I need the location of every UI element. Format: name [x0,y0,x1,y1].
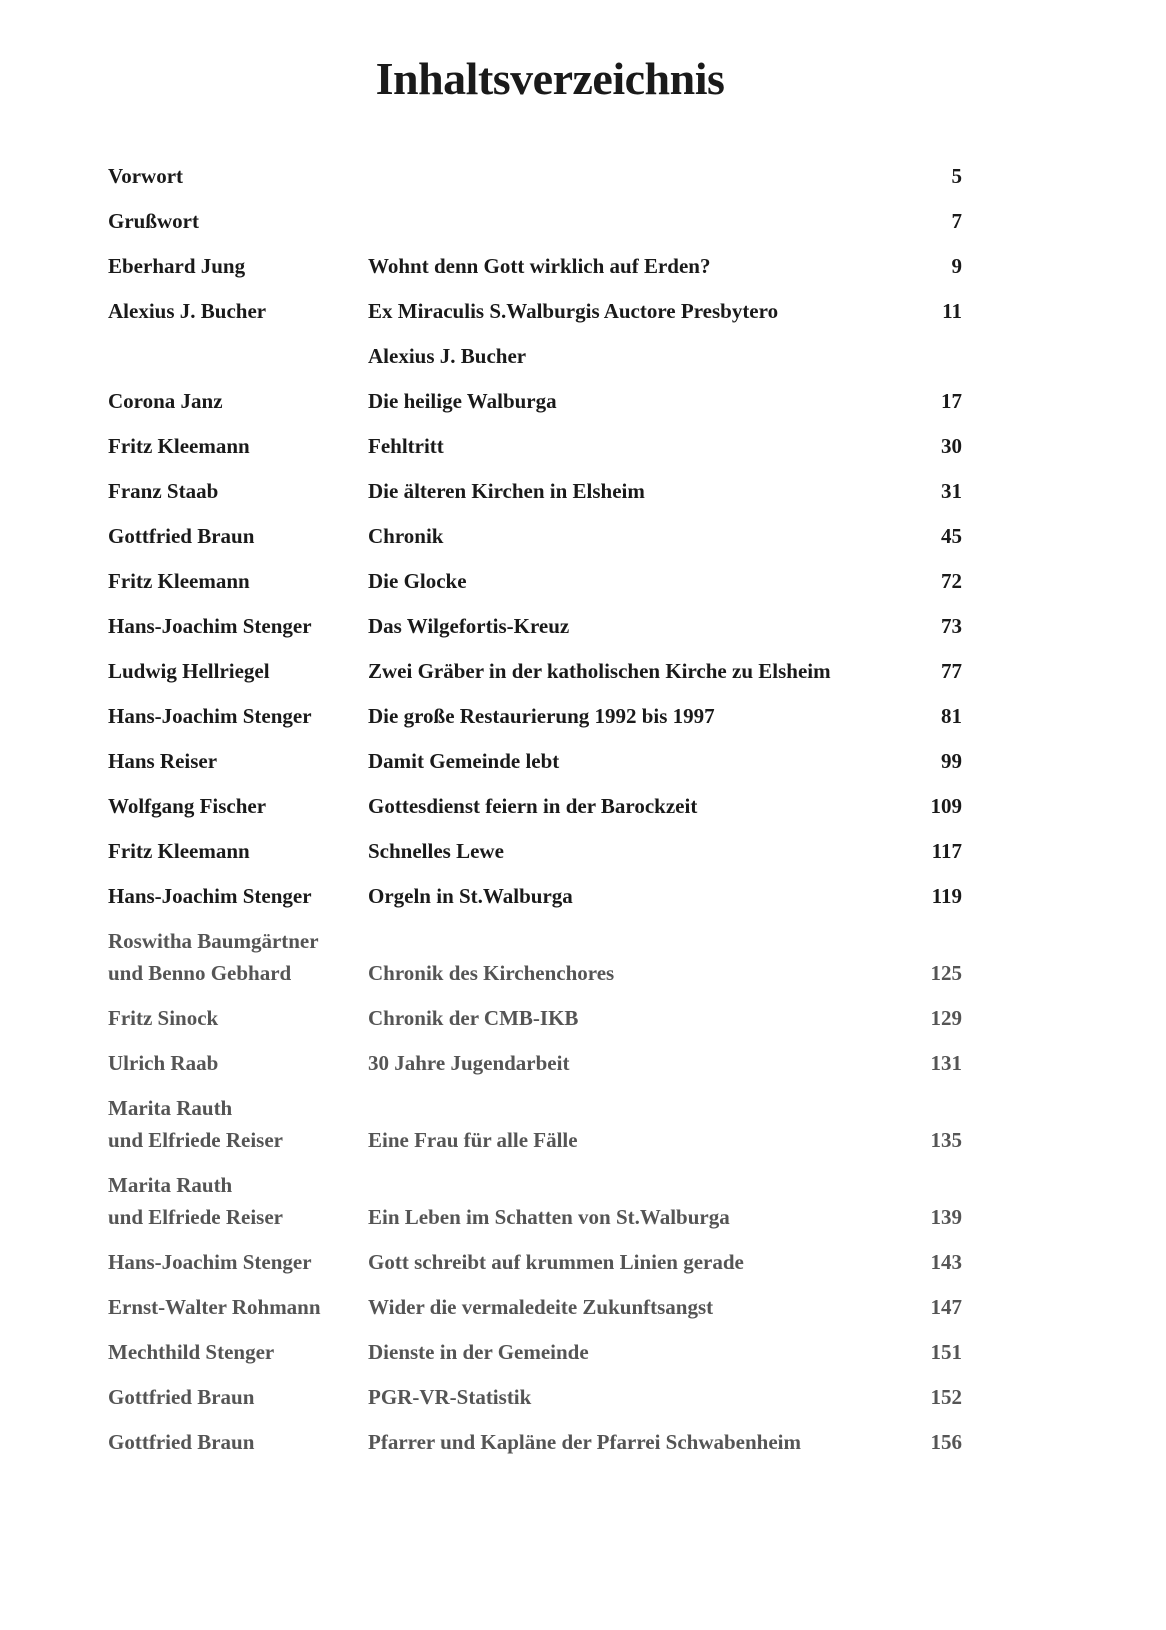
toc-entry [108,1381,968,1413]
page-title: Inhaltsverzeichnis [375,53,725,104]
toc-entry [108,250,968,282]
toc-entry-title: Die älteren Kirchen in Elsheim [368,479,645,503]
toc-entry [108,295,968,327]
toc-entry-title: PGR-VR-Statistik [368,1385,532,1409]
toc-entry-page: 73 [941,614,962,638]
toc-entry-author-line: Mechthild Stenger [108,1340,275,1364]
toc-entry [108,745,968,777]
toc-entry-page: 147 [930,1295,962,1319]
toc-entry [108,1047,968,1079]
toc-entry-author-line: Hans Reiser [108,749,218,773]
toc-entry-author [108,520,358,552]
toc-entry-author [108,250,358,282]
toc-entry-title: Das Wilgefortis-Kreuz [368,614,570,638]
toc-entry-page: 119 [931,884,962,908]
toc-entry [108,565,968,597]
toc-entry-page: 152 [930,1385,962,1409]
toc-entry-author [108,1002,358,1034]
toc-entry-title: Alexius J. Bucher [368,344,527,368]
toc-entry-page: 77 [941,659,962,683]
toc-entry-author-line: Marita Rauth [108,1173,233,1197]
toc-entry-author-line: Hans-Joachim Stenger [108,614,312,638]
toc-entry-page: 139 [930,1205,962,1229]
toc-entry-author-line: Grußwort [108,209,199,233]
toc-entry [108,1246,968,1278]
toc-entry-title: Eine Frau für alle Fälle [368,1128,578,1152]
toc-entry [108,1291,968,1323]
toc-entry-author-line: Fritz Kleemann [108,434,250,458]
toc-entry-title: Wohnt denn Gott wirklich auf Erden? [368,254,711,278]
toc-entry-author [108,610,358,642]
toc-entry-title: Pfarrer und Kapläne der Pfarrei Schwabenheim [368,1430,802,1454]
toc-entry-page: 129 [930,1006,962,1030]
toc-entry-author-line: und Elfriede Reiser [108,1128,283,1152]
toc-entry-author-line: Hans-Joachim Stenger [108,704,312,728]
toc-entry-author-line: Gottfried Braun [108,1385,255,1409]
toc-entry-author [108,295,358,327]
toc-entry-title: Die Glocke [368,569,467,593]
toc-entry [108,790,968,822]
toc-entry-title: Ex Miraculis S.Walburgis Auctore Presbytero [368,299,779,323]
toc-entry-page: 99 [941,749,962,773]
toc-entry-author [108,880,358,912]
toc-entry-title: Zwei Gräber in der katholischen Kirche zu Elsheim [368,659,831,683]
toc-entry-author-line: und Elfriede Reiser [108,1205,283,1229]
toc-entry-page: 131 [930,1051,962,1075]
toc-entry-page: 7 [951,209,962,233]
toc-entry [108,385,968,417]
toc-entry-title: Fehltritt [368,434,444,458]
toc-entry-page: 151 [930,1340,962,1364]
toc-entry-author-line: Ludwig Hellriegel [108,659,270,683]
toc-entry [108,520,968,552]
toc-entry-page: 156 [930,1430,962,1454]
toc-entry-author-line: Fritz Kleemann [108,569,250,593]
toc-entry-page: 135 [930,1128,962,1152]
toc-entry-author-line: und Benno Gebhard [108,961,292,985]
toc-entry [108,1336,968,1368]
toc-entry-author-line: Fritz Sinock [108,1006,219,1030]
toc-entry [108,205,968,237]
toc-entry-title: Wider die vermaledeite Zukunftsangst [368,1295,714,1319]
toc-entry-page: 81 [941,704,962,728]
toc-entry-page: 109 [930,794,962,818]
toc-entry-author-line: Marita Rauth [108,1096,233,1120]
toc-entry-page: 72 [941,569,962,593]
toc-entry-title: Ein Leben im Schatten von St.Walburga [368,1205,730,1229]
toc-entry [108,925,968,989]
toc-entry-author [108,700,358,732]
toc-entry-author [108,475,358,507]
toc-entry-author [108,745,358,777]
toc-entry-author [108,1381,358,1413]
toc-entry-page: 45 [941,524,962,548]
toc-entry [108,160,968,192]
toc-entry-page: 30 [941,434,962,458]
toc-entry-page: 143 [930,1250,962,1274]
toc-entry-title: Gott schreibt auf krummen Linien gerade [368,1250,744,1274]
toc-entry-author [108,655,358,687]
toc-entry-page: 11 [942,299,962,323]
toc-entry-page: 9 [951,254,962,278]
toc-entry-author [108,1336,358,1368]
toc-entry-author [108,835,358,867]
toc-entry-author-line: Gottfried Braun [108,1430,255,1454]
toc-entry [108,655,968,687]
toc-entry-title: Chronik [368,524,444,548]
toc-entry-author [108,1047,358,1079]
toc-entry-title: Orgeln in St.Walburga [368,884,573,908]
toc-entry-page: 17 [941,389,962,413]
toc-entry-title: Die große Restaurierung 1992 bis 1997 [368,704,715,728]
toc-entry [108,835,968,867]
toc-entry-title: Damit Gemeinde lebt [368,749,560,773]
toc-entry-author [108,565,358,597]
toc-entry-author-line: Ulrich Raab [108,1051,219,1075]
toc-entry-title: 30 Jahre Jugendarbeit [368,1051,570,1075]
toc-entry-author [108,205,358,237]
toc-entry-author [108,925,358,989]
toc-entry-author [108,160,358,192]
toc-entry-author [108,1169,358,1233]
toc-entry-page: 5 [951,164,962,188]
toc-entry-author [108,1291,358,1323]
toc-entry-author-line: Gottfried Braun [108,524,255,548]
toc-entry-page: 117 [931,839,962,863]
toc-entry-author-line: Eberhard Jung [108,254,246,278]
toc-entry [108,430,968,462]
toc-entry-title: Dienste in der Gemeinde [368,1340,589,1364]
toc-entry [108,1092,968,1156]
toc-entry [108,340,968,372]
toc-entry [108,1169,968,1233]
toc-entry-author-line: Wolfgang Fischer [108,794,267,818]
toc-entry-author [108,790,358,822]
toc-entry-author-line: Hans-Joachim Stenger [108,884,312,908]
toc-entry-title: Die heilige Walburga [368,389,557,413]
toc-entry-author [108,1092,358,1156]
toc-entry-author-line: Alexius J. Bucher [108,299,267,323]
toc-entry-title: Gottesdienst feiern in der Barockzeit [368,794,698,818]
toc-entry-author [108,1426,358,1458]
toc-entry-author-line: Franz Staab [108,479,219,503]
toc-entry-author-line: Corona Janz [108,389,223,413]
toc-entry-title: Schnelles Lewe [368,839,504,863]
toc-entry-author-line: Hans-Joachim Stenger [108,1250,312,1274]
toc-entry-title: Chronik der CMB-IKB [368,1006,579,1030]
toc-entry-author-line: Fritz Kleemann [108,839,250,863]
toc-entry [108,610,968,642]
toc-entry [108,880,968,912]
toc-entry-title: Chronik des Kirchenchores [368,961,615,985]
toc-entry-page: 31 [941,479,962,503]
toc-entry [108,700,968,732]
toc-entry [108,1002,968,1034]
toc-entry [108,1426,968,1458]
toc-entry-page: 125 [930,961,962,985]
toc-entry-author-line: Vorwort [108,164,184,188]
toc-entry-author [108,1246,358,1278]
toc-entry-author [108,385,358,417]
toc-entry [108,475,968,507]
toc-entry-author-line: Roswitha Baumgärtner [108,929,319,953]
toc-entry-author [108,430,358,462]
toc-entry-author-line: Ernst-Walter Rohmann [108,1295,321,1319]
